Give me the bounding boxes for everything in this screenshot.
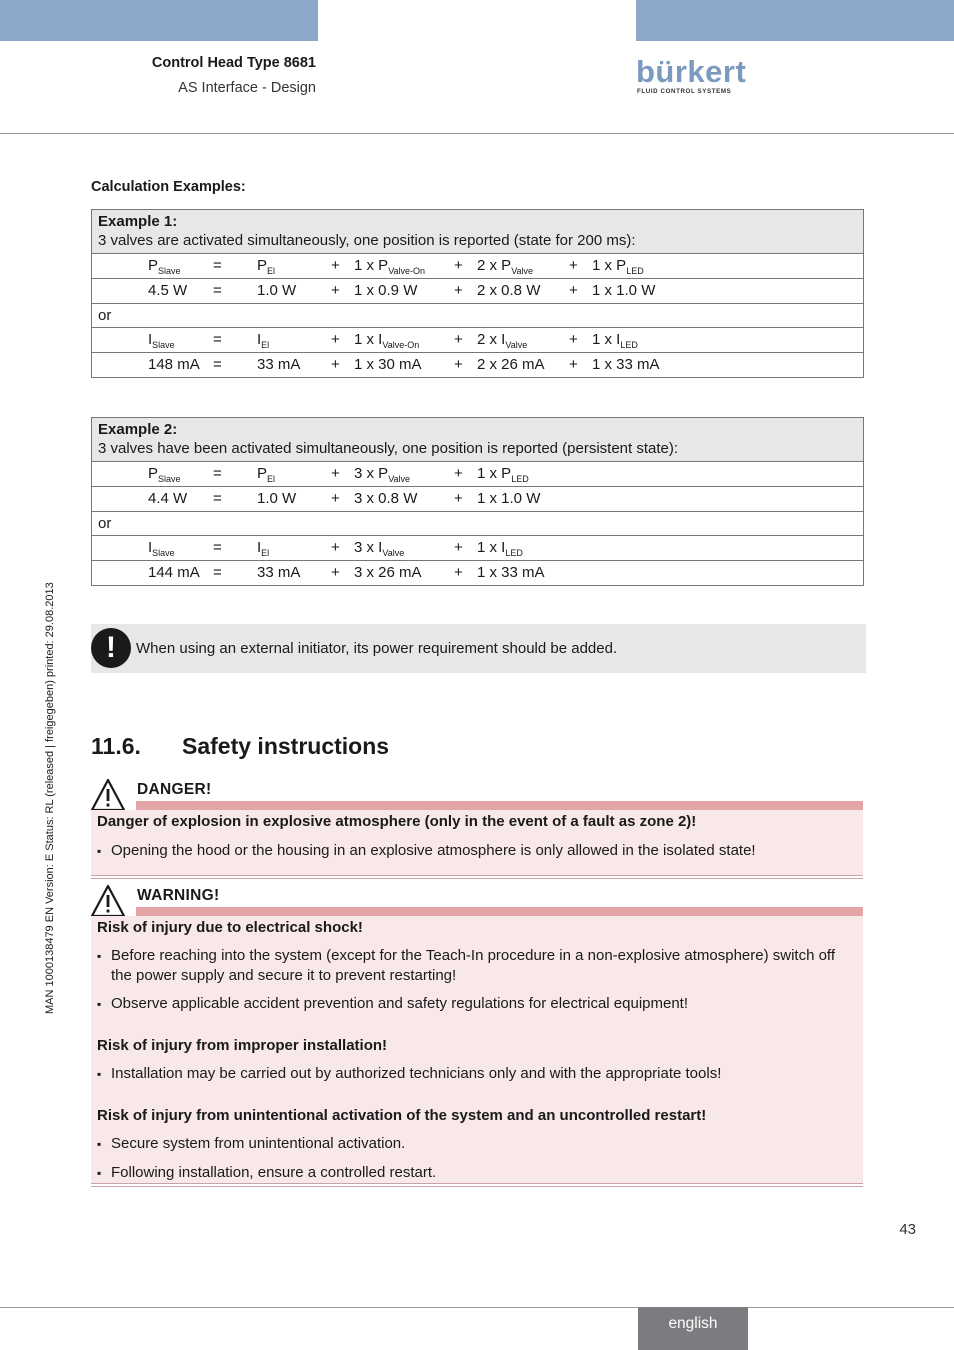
symbol: 2 x P — [477, 257, 512, 274]
example1-current-formula-row — [92, 328, 864, 353]
danger-heading: Danger of explosion in explosive atmosphere (only in the event of a fault as zone 2)! — [97, 813, 697, 830]
warning-bullet-4: Secure system from unintentional activation. — [111, 1135, 406, 1152]
subscript: El — [267, 266, 276, 276]
symbol: P — [257, 465, 268, 482]
symbol: 1 x I — [354, 331, 383, 348]
example2-power-formula-row — [92, 462, 864, 487]
example1-current-values-row — [92, 353, 864, 378]
value-1: 1.0 W — [257, 490, 297, 507]
warning-bullet-1-line-2: the power supply and secure it to prevent restarting! — [111, 967, 457, 984]
plus: + — [454, 331, 463, 348]
plus: + — [454, 490, 463, 507]
equals: = — [213, 356, 222, 373]
equals: = — [213, 490, 222, 507]
term-1 — [257, 539, 269, 558]
plus: + — [569, 356, 578, 373]
symbol: I — [148, 331, 153, 348]
subscript: El — [261, 548, 270, 558]
danger-label: DANGER! — [137, 781, 212, 798]
warning-bullet-1-line-1: Before reaching into the system (except for the Teach-In procedure in a non-explosive atmosphere) switch off — [111, 947, 835, 964]
subscript: LED — [620, 340, 638, 350]
symbol: P — [148, 257, 159, 274]
value-3: 1 x 1.0 W — [477, 490, 541, 507]
subscript: Slave — [152, 548, 175, 558]
example2-or-row: or — [92, 512, 864, 536]
warning-triangle-icon — [90, 884, 126, 918]
symbol: 1 x P — [477, 465, 512, 482]
warning-heading-2: Risk of injury from improper installation! — [97, 1037, 388, 1054]
subscript: Valve — [505, 340, 528, 350]
footer-divider — [0, 1307, 954, 1308]
example2-table — [91, 417, 864, 586]
example2-title: Example 2: — [98, 421, 178, 438]
brand-logo: bürkert — [636, 54, 747, 89]
danger-box-bottom-line — [91, 875, 863, 876]
plus: + — [454, 465, 463, 482]
value-lhs: 4.4 W — [148, 490, 188, 507]
plus: + — [569, 257, 578, 274]
term-1 — [257, 465, 275, 484]
subscript: LED — [626, 266, 644, 276]
danger-box-bottom-line-2 — [91, 878, 863, 879]
equals: = — [213, 465, 222, 482]
term-4 — [592, 257, 644, 276]
term-4 — [592, 331, 638, 350]
plus: + — [331, 564, 340, 581]
symbol: I — [148, 539, 153, 556]
subscript: LED — [505, 548, 523, 558]
symbol: 1 x I — [477, 539, 506, 556]
symbol: 1 x I — [592, 331, 621, 348]
symbol: 1 x P — [592, 257, 627, 274]
section-number: 11.6. — [91, 733, 141, 759]
subscript: Valve-On — [382, 340, 420, 350]
plus: + — [331, 539, 340, 556]
equals: = — [213, 539, 222, 556]
value-3: 1 x 33 mA — [477, 564, 545, 581]
warning-box-bottom-line-2 — [91, 1186, 863, 1187]
plus: + — [569, 282, 578, 299]
formula-lhs — [148, 257, 181, 276]
formula-lhs — [148, 331, 175, 350]
document-subtitle: AS Interface - Design — [178, 80, 316, 96]
subscript: Valve — [511, 266, 534, 276]
example1-table — [91, 209, 864, 378]
warning-bar — [136, 907, 863, 916]
value-4: 1 x 1.0 W — [592, 282, 656, 299]
term-2 — [354, 331, 419, 350]
warning-heading-3: Risk of injury from unintentional activation of the system and an uncontrolled restart! — [97, 1107, 707, 1124]
example2-description: 3 valves have been activated simultaneously, one position is reported (persistent state): — [98, 440, 679, 457]
term-2 — [354, 465, 410, 484]
warning-box-bottom-line — [91, 1183, 863, 1184]
value-lhs: 4.5 W — [148, 282, 188, 299]
equals: = — [213, 282, 222, 299]
bullet-icon: ▪ — [97, 1166, 102, 1180]
example2-power-values-row — [92, 487, 864, 512]
header-bar-right — [636, 0, 954, 41]
subscript: Slave — [158, 266, 181, 276]
value-lhs: 144 mA — [148, 564, 200, 581]
subscript: Valve — [388, 474, 411, 484]
example1-header — [92, 210, 864, 254]
warning-heading-1: Risk of injury due to electrical shock! — [97, 919, 363, 936]
example1-title: Example 1: — [98, 213, 178, 230]
plus: + — [331, 356, 340, 373]
note-text: When using an external initiator, its power requirement should be added. — [136, 640, 618, 657]
subscript: El — [267, 474, 276, 484]
term-2 — [354, 539, 404, 558]
plus: + — [454, 257, 463, 274]
bullet-icon: ▪ — [97, 844, 102, 858]
value-2: 3 x 26 mA — [354, 564, 422, 581]
danger-warning-triangle-icon — [90, 778, 126, 812]
value-3: 2 x 0.8 W — [477, 282, 541, 299]
brand-tagline: FLUID CONTROL SYSTEMS — [637, 88, 732, 95]
warning-bullet-3: Installation may be carried out by authorized technicians only and with the appropriate tools! — [111, 1065, 722, 1082]
example1-power-formula-row — [92, 254, 864, 279]
equals: = — [213, 564, 222, 581]
value-1: 1.0 W — [257, 282, 297, 299]
value-1: 33 mA — [257, 564, 301, 581]
plus: + — [569, 331, 578, 348]
bullet-icon: ▪ — [97, 1067, 102, 1081]
subscript: Slave — [152, 340, 175, 350]
plus: + — [331, 465, 340, 482]
plus: + — [454, 356, 463, 373]
subscript: Valve-On — [388, 266, 426, 276]
equals: = — [213, 331, 222, 348]
plus: + — [454, 282, 463, 299]
example1-power-values-row — [92, 279, 864, 304]
value-2: 3 x 0.8 W — [354, 490, 418, 507]
warning-bullet-2: Observe applicable accident prevention and safety regulations for electrical equipment! — [111, 995, 689, 1012]
calc-heading: Calculation Examples: — [91, 179, 246, 195]
term-3 — [477, 539, 523, 558]
page-number: 43 — [899, 1221, 916, 1238]
symbol: I — [257, 539, 262, 556]
plus: + — [331, 282, 340, 299]
bullet-icon: ▪ — [97, 997, 102, 1011]
value-lhs: 148 mA — [148, 356, 200, 373]
plus: + — [331, 331, 340, 348]
value-4: 1 x 33 mA — [592, 356, 660, 373]
formula-lhs — [148, 539, 175, 558]
subscript: Slave — [158, 474, 181, 484]
header-divider — [0, 133, 954, 134]
section-title-text: Safety instructions — [182, 733, 390, 759]
language-tab: english — [638, 1307, 748, 1350]
document-title: Control Head Type 8681 — [151, 55, 316, 71]
subscript: El — [261, 340, 270, 350]
term-3 — [477, 465, 529, 484]
warning-label: WARNING! — [137, 887, 220, 904]
term-1 — [257, 257, 275, 276]
example2-current-formula-row — [92, 536, 864, 561]
term-2 — [354, 257, 425, 276]
bullet-icon: ▪ — [97, 949, 102, 963]
value-3: 2 x 26 mA — [477, 356, 545, 373]
term-3 — [477, 331, 527, 350]
exclamation-icon: ! — [91, 628, 131, 668]
example1-description: 3 valves are activated simultaneously, one position is reported (state for 200 ms): — [98, 232, 636, 249]
symbol: P — [257, 257, 268, 274]
subscript: Valve — [382, 548, 405, 558]
section-title — [91, 733, 389, 760]
symbol: P — [148, 465, 159, 482]
value-2: 1 x 0.9 W — [354, 282, 418, 299]
formula-lhs — [148, 465, 181, 484]
example2-current-values-row — [92, 561, 864, 586]
warning-bullet-5: Following installation, ensure a controlled restart. — [111, 1164, 437, 1181]
plus: + — [331, 490, 340, 507]
plus: + — [454, 539, 463, 556]
side-print-text: MAN 1000138479 EN Version: E Status: RL (released | freigegeben) printed: 29.08.2013 — [44, 582, 56, 1014]
term-3 — [477, 257, 533, 276]
symbol: I — [257, 331, 262, 348]
symbol: 1 x P — [354, 257, 389, 274]
plus: + — [454, 564, 463, 581]
subscript: LED — [511, 474, 529, 484]
symbol: 3 x P — [354, 465, 389, 482]
equals: = — [213, 257, 222, 274]
example1-or-row: or — [92, 304, 864, 328]
bullet-icon: ▪ — [97, 1137, 102, 1151]
symbol: 2 x I — [477, 331, 506, 348]
symbol: 3 x I — [354, 539, 383, 556]
danger-bar — [136, 801, 863, 810]
danger-bullet-1: Opening the hood or the housing in an explosive atmosphere is only allowed in the isolated state! — [111, 842, 756, 859]
value-1: 33 mA — [257, 356, 301, 373]
header-bar-left — [0, 0, 318, 41]
value-2: 1 x 30 mA — [354, 356, 422, 373]
term-1 — [257, 331, 269, 350]
plus: + — [331, 257, 340, 274]
example2-header — [92, 418, 864, 462]
